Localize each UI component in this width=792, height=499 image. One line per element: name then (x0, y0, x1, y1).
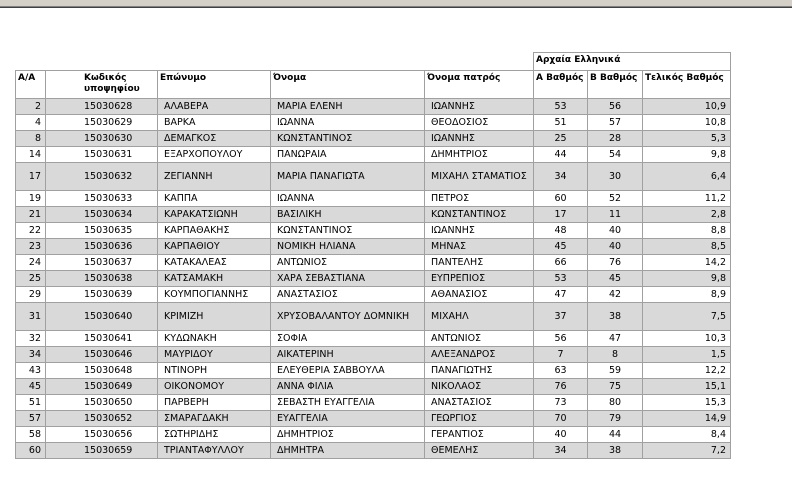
table-row (16, 303, 731, 331)
col-header-grade-b: Β Βαθμός (588, 71, 643, 99)
cell-final-grade: 12,2 (643, 363, 731, 379)
cell-surname: ΖΕΓΙΑΝΝΗ (158, 163, 271, 191)
table-row (16, 147, 731, 163)
table-row (16, 115, 731, 131)
cell-aa: 8 (16, 131, 46, 147)
cell-grade-a: 34 (534, 443, 588, 459)
cell-surname: ΚΡΙΜΙΖΗ (158, 303, 271, 331)
cell-aa: 25 (16, 271, 46, 287)
cell-grade-a: 47 (534, 287, 588, 303)
cell-code: 15030631 (46, 147, 158, 163)
cell-father: ΑΛΕΞΑΝΔΡΟΣ (425, 347, 534, 363)
cell-grade-a: 66 (534, 255, 588, 271)
window-frame-top (0, 0, 792, 7)
cell-final-grade: 2,8 (643, 207, 731, 223)
cell-name: ΠΑΝΩΡΑΙΑ (271, 147, 425, 163)
cell-surname: ΜΑΥΡΙΔΟΥ (158, 347, 271, 363)
table-row (16, 443, 731, 459)
cell-final-grade: 14,2 (643, 255, 731, 271)
cell-grade-b: 52 (588, 191, 643, 207)
cell-name: ΑΝΤΩΝΙΟΣ (271, 255, 425, 271)
table-row (16, 163, 731, 191)
table-row (16, 223, 731, 239)
cell-grade-b: 8 (588, 347, 643, 363)
cell-final-grade: 5,3 (643, 131, 731, 147)
cell-grade-a: 53 (534, 271, 588, 287)
cell-grade-b: 40 (588, 223, 643, 239)
cell-name: ΑΝΑΣΤΑΣΙΟΣ (271, 287, 425, 303)
table-row (16, 411, 731, 427)
cell-father: ΕΥΠΡΕΠΙΟΣ (425, 271, 534, 287)
cell-code: 15030649 (46, 379, 158, 395)
cell-grade-a: 34 (534, 163, 588, 191)
cell-grade-b: 30 (588, 163, 643, 191)
table-row (16, 347, 731, 363)
cell-final-grade: 14,9 (643, 411, 731, 427)
table-row (16, 379, 731, 395)
cell-surname: ΚΥΔΩΝΑΚΗ (158, 331, 271, 347)
cell-code: 15030628 (46, 99, 158, 115)
results-table (15, 52, 731, 459)
cell-surname: ΕΞΑΡΧΟΠΟΥΛΟΥ (158, 147, 271, 163)
cell-grade-a: 63 (534, 363, 588, 379)
cell-grade-a: 60 (534, 191, 588, 207)
cell-aa: 22 (16, 223, 46, 239)
cell-final-grade: 15,1 (643, 379, 731, 395)
window-frame-line (0, 7, 792, 8)
cell-grade-a: 44 (534, 147, 588, 163)
cell-grade-b: 40 (588, 239, 643, 255)
cell-code: 15030629 (46, 115, 158, 131)
cell-code: 15030639 (46, 287, 158, 303)
cell-aa: 57 (16, 411, 46, 427)
cell-surname: ΤΡΙΑΝΤΑΦΥΛΛΟΥ (158, 443, 271, 459)
cell-aa: 17 (16, 163, 46, 191)
cell-surname: ΚΑΡΠΑΘΙΟΥ (158, 239, 271, 255)
cell-name: ΑΝΝΑ ΦΙΛΙΑ (271, 379, 425, 395)
cell-name: ΚΩΝΣΤΑΝΤΙΝΟΣ (271, 223, 425, 239)
cell-final-grade: 10,8 (643, 115, 731, 131)
cell-aa: 60 (16, 443, 46, 459)
cell-name: ΣΕΒΑΣΤΗ ΕΥΑΓΓΕΛΙΑ (271, 395, 425, 411)
cell-name: ΧΑΡΑ ΣΕΒΑΣΤΙΑΝΑ (271, 271, 425, 287)
cell-name: ΜΑΡΙΑ ΕΛΕΝΗ (271, 99, 425, 115)
cell-surname: ΑΛΑΒΕΡΑ (158, 99, 271, 115)
cell-code: 15030637 (46, 255, 158, 271)
cell-surname: ΚΑΤΣΑΜΑΚΗ (158, 271, 271, 287)
cell-father: ΚΩΝΣΤΑΝΤΙΝΟΣ (425, 207, 534, 223)
cell-father: ΙΩΑΝΝΗΣ (425, 131, 534, 147)
cell-surname: ΣΩΤΗΡΙΔΗΣ (158, 427, 271, 443)
cell-father: ΑΝΤΩΝΙΟΣ (425, 331, 534, 347)
cell-grade-a: 17 (534, 207, 588, 223)
col-header-father: Όνομα πατρός (425, 71, 534, 99)
cell-surname: ΝΤΙΝΟΡΗ (158, 363, 271, 379)
cell-aa: 24 (16, 255, 46, 271)
cell-grade-b: 45 (588, 271, 643, 287)
cell-father: ΜΙΧΑΗΛ ΣΤΑΜΑΤΙΟΣ (425, 163, 534, 191)
cell-final-grade: 6,4 (643, 163, 731, 191)
table-row (16, 287, 731, 303)
cell-grade-b: 75 (588, 379, 643, 395)
cell-final-grade: 8,5 (643, 239, 731, 255)
cell-name: ΔΗΜΗΤΡΙΟΣ (271, 427, 425, 443)
table-row (16, 239, 731, 255)
cell-aa: 45 (16, 379, 46, 395)
col-header-name: Όνομα (271, 71, 425, 99)
table-row (16, 331, 731, 347)
cell-father: ΘΕΟΔΟΣΙΟΣ (425, 115, 534, 131)
cell-surname: ΚΟΥΜΠΟΓΙΑΝΝΗΣ (158, 287, 271, 303)
col-header-final-grade: Τελικός Βαθμός (643, 71, 731, 99)
cell-grade-b: 38 (588, 443, 643, 459)
cell-surname: ΚΑΠΠΑ (158, 191, 271, 207)
cell-surname: ΔΕΜΑΓΚΟΣ (158, 131, 271, 147)
cell-code: 15030634 (46, 207, 158, 223)
cell-code: 15030646 (46, 347, 158, 363)
cell-father: ΠΑΝΤΕΛΗΣ (425, 255, 534, 271)
cell-name: ΧΡΥΣΟΒΑΛΑΝΤΟΥ ΔΟΜΝΙΚΗ (271, 303, 425, 331)
cell-final-grade: 9,8 (643, 271, 731, 287)
cell-name: ΕΥΑΓΓΕΛΙΑ (271, 411, 425, 427)
cell-name: ΚΩΝΣΤΑΝΤΙΝΟΣ (271, 131, 425, 147)
cell-surname: ΣΜΑΡΑΓΔΑΚΗ (158, 411, 271, 427)
table-row (16, 271, 731, 287)
cell-grade-b: 59 (588, 363, 643, 379)
cell-code: 15030659 (46, 443, 158, 459)
table-row (16, 255, 731, 271)
cell-surname: ΒΑΡΚΑ (158, 115, 271, 131)
cell-aa: 19 (16, 191, 46, 207)
cell-aa: 43 (16, 363, 46, 379)
cell-father: ΠΕΤΡΟΣ (425, 191, 534, 207)
cell-surname: ΚΑΡΑΚΑΤΣΙΩΝΗ (158, 207, 271, 223)
cell-final-grade: 10,3 (643, 331, 731, 347)
cell-name: ΒΑΣΙΛΙΚΗ (271, 207, 425, 223)
cell-father: ΘΕΜΕΛΗΣ (425, 443, 534, 459)
cell-grade-b: 54 (588, 147, 643, 163)
cell-aa: 31 (16, 303, 46, 331)
cell-grade-a: 37 (534, 303, 588, 331)
cell-father: ΑΝΑΣΤΑΣΙΟΣ (425, 395, 534, 411)
cell-grade-a: 70 (534, 411, 588, 427)
cell-father: ΓΕΩΡΓΙΟΣ (425, 411, 534, 427)
cell-father: ΝΙΚΟΛΑΟΣ (425, 379, 534, 395)
cell-grade-b: 28 (588, 131, 643, 147)
cell-surname: ΚΑΤΑΚΑΛΕΑΣ (158, 255, 271, 271)
table-row (16, 99, 731, 115)
cell-grade-b: 44 (588, 427, 643, 443)
cell-final-grade: 7,2 (643, 443, 731, 459)
cell-code: 15030640 (46, 303, 158, 331)
cell-aa: 23 (16, 239, 46, 255)
table-row (16, 363, 731, 379)
cell-grade-a: 7 (534, 347, 588, 363)
table-row (16, 191, 731, 207)
col-header-code: Κωδικός υποψηφίου (46, 71, 158, 99)
cell-aa: 51 (16, 395, 46, 411)
cell-final-grade: 9,8 (643, 147, 731, 163)
col-header-aa: Α/Α (16, 71, 46, 99)
cell-aa: 32 (16, 331, 46, 347)
cell-grade-b: 57 (588, 115, 643, 131)
cell-final-grade: 8,8 (643, 223, 731, 239)
cell-father: ΔΗΜΗΤΡΙΟΣ (425, 147, 534, 163)
cell-final-grade: 10,9 (643, 99, 731, 115)
cell-surname: ΚΑΡΠΑΘΑΚΗΣ (158, 223, 271, 239)
cell-code: 15030635 (46, 223, 158, 239)
cell-grade-a: 53 (534, 99, 588, 115)
cell-code: 15030633 (46, 191, 158, 207)
cell-name: ΙΩΑΝΝΑ (271, 115, 425, 131)
cell-grade-a: 56 (534, 331, 588, 347)
cell-code: 15030638 (46, 271, 158, 287)
cell-grade-b: 38 (588, 303, 643, 331)
cell-name: ΣΟΦΙΑ (271, 331, 425, 347)
cell-aa: 4 (16, 115, 46, 131)
cell-name: ΔΗΜΗΤΡΑ (271, 443, 425, 459)
column-header-row (16, 71, 731, 99)
cell-final-grade: 11,2 (643, 191, 731, 207)
cell-surname: ΟΙΚΟΝΟΜΟΥ (158, 379, 271, 395)
col-header-surname: Επώνυμο (158, 71, 271, 99)
table-row (16, 207, 731, 223)
cell-father: ΓΕΡΑΝΤΙΟΣ (425, 427, 534, 443)
cell-grade-b: 42 (588, 287, 643, 303)
cell-grade-b: 56 (588, 99, 643, 115)
cell-father: ΠΑΝΑΓΙΩΤΗΣ (425, 363, 534, 379)
cell-name: ΙΩΑΝΝΑ (271, 191, 425, 207)
cell-aa: 2 (16, 99, 46, 115)
cell-father: ΙΩΑΝΝΗΣ (425, 223, 534, 239)
cell-final-grade: 7,5 (643, 303, 731, 331)
cell-name: ΑΙΚΑΤΕΡΙΝΗ (271, 347, 425, 363)
cell-grade-b: 79 (588, 411, 643, 427)
table-row (16, 395, 731, 411)
group-header-row (16, 53, 731, 71)
cell-code: 15030636 (46, 239, 158, 255)
table-body (16, 99, 731, 459)
cell-code: 15030650 (46, 395, 158, 411)
cell-grade-b: 76 (588, 255, 643, 271)
cell-final-grade: 1,5 (643, 347, 731, 363)
cell-grade-a: 48 (534, 223, 588, 239)
cell-code: 15030656 (46, 427, 158, 443)
cell-aa: 21 (16, 207, 46, 223)
cell-code: 15030652 (46, 411, 158, 427)
table-row (16, 427, 731, 443)
cell-surname: ΠΑΡΒΕΡΗ (158, 395, 271, 411)
cell-aa: 34 (16, 347, 46, 363)
cell-name: ΕΛΕΥΘΕΡΙΑ ΣΑΒΒΟΥΛΑ (271, 363, 425, 379)
cell-father: ΙΩΑΝΝΗΣ (425, 99, 534, 115)
group-header-ancient-greek: Αρχαία Ελληνικά (534, 53, 731, 71)
cell-grade-b: 47 (588, 331, 643, 347)
cell-grade-b: 80 (588, 395, 643, 411)
cell-grade-a: 45 (534, 239, 588, 255)
cell-final-grade: 15,3 (643, 395, 731, 411)
cell-name: ΝΟΜΙΚΗ ΗΛΙΑΝΑ (271, 239, 425, 255)
cell-father: ΑΘΑΝΑΣΙΟΣ (425, 287, 534, 303)
cell-final-grade: 8,9 (643, 287, 731, 303)
cell-aa: 14 (16, 147, 46, 163)
cell-code: 15030641 (46, 331, 158, 347)
cell-grade-a: 51 (534, 115, 588, 131)
cell-code: 15030632 (46, 163, 158, 191)
cell-grade-a: 76 (534, 379, 588, 395)
cell-grade-a: 25 (534, 131, 588, 147)
col-header-grade-a: Α Βαθμός (534, 71, 588, 99)
cell-aa: 58 (16, 427, 46, 443)
cell-grade-b: 11 (588, 207, 643, 223)
cell-grade-a: 73 (534, 395, 588, 411)
cell-code: 15030648 (46, 363, 158, 379)
cell-aa: 29 (16, 287, 46, 303)
cell-father: ΜΗΝΑΣ (425, 239, 534, 255)
cell-father: ΜΙΧΑΗΛ (425, 303, 534, 331)
cell-name: ΜΑΡΙΑ ΠΑΝΑΓΙΩΤΑ (271, 163, 425, 191)
table-row (16, 131, 731, 147)
cell-code: 15030630 (46, 131, 158, 147)
cell-final-grade: 8,4 (643, 427, 731, 443)
cell-grade-a: 40 (534, 427, 588, 443)
